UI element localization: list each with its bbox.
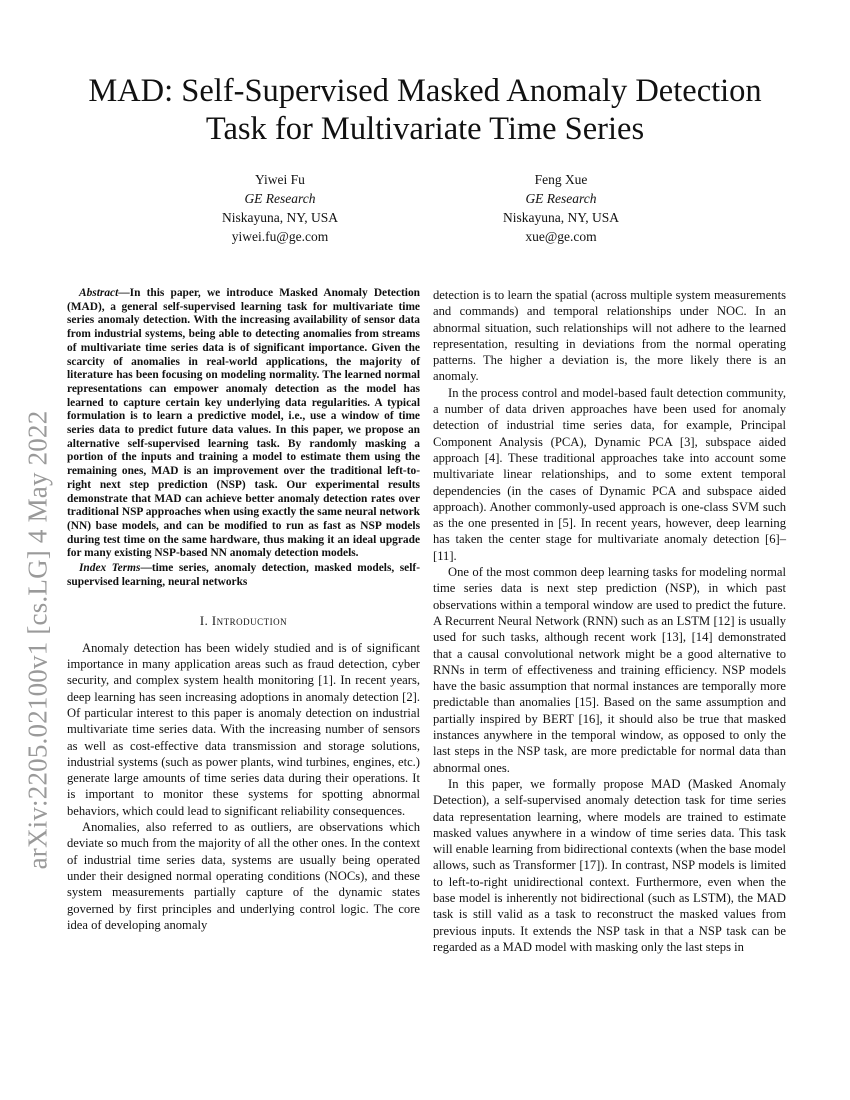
author-location: Niskayuna, NY, USA xyxy=(221,210,338,225)
author-name: Yiwei Fu xyxy=(255,172,305,187)
body-paragraph: detection is to learn the spatial (across multiple system measurements and commands) and temporal relationships under NOC. In an abnormal situation, such relationships will not adhere to the learned representation, resulting in deviations from the normal operating patterns. The higher a deviation is, the more likely there is an anomaly. xyxy=(433,288,786,384)
arxiv-identifier: arXiv:2205.02100v1 [cs.LG] 4 May 2022 xyxy=(22,410,53,870)
body-paragraph: In this paper, we formally propose MAD (Masked Anomaly Detection), a self-supervised anomaly detection task for time series data representation learning, where models are trained to estimate masked values anywhere in a window of time series data. This task will enable learning from bidirectional contexts (when the base model allows, such as Transformer [17]). In contrast, NSP models is limited to left-to-right unidirectional context. Furthermore, even when the base model is inherently not bidirectional (such as LSTM), the MAD task is still valid as a task to reconstruct the masked values from previous inputs. It extends the NSP task in that a NSP task can be regarded as a MAD model with masking only the last steps in xyxy=(433,776,786,954)
index-terms-text: —time series, anomaly detection, masked models, self-supervised learning, neural networks xyxy=(67,562,420,588)
index-terms-label: Index Terms xyxy=(79,562,141,575)
author-email: xue@ge.com xyxy=(525,229,597,244)
author-email: yiwei.fu@ge.com xyxy=(231,229,329,244)
body-paragraph: One of the most common deep learning tasks for modeling normal time series data is next step prediction (NSP), in which past observations within a temporal window are used to predict the future. A Recurrent Neural Network (RNN) such as an LSTM [12] is usually used for such tasks, although recent work [13], [14] demonstrated that a causal convolutional network might be a good alternative to RNNs in term of effectiveness and training efficiency. NSP models have the basic assumption that normal instances are temporally more predictable than anomalies [15]. Based on the same assumption and partially inspired by BERT [16], it should also be true that masked instances anywhere in the temporal window, as opposed to only the last steps in the NSP task, are more predictable for normal data than abnormal ones. xyxy=(433,565,786,775)
author-block-1 xyxy=(150,170,410,246)
section-heading: I. Introduction xyxy=(199,614,288,629)
author-affiliation: GE Research xyxy=(244,191,316,206)
author-block-2 xyxy=(431,170,691,246)
abstract-label: Abstract xyxy=(79,287,119,299)
author-name: Feng Xue xyxy=(534,172,588,187)
body-paragraph: Anomaly detection has been widely studied and is of significant importance in many application areas such as fraud detection, cyber security, and complex system health monitoring [1]. In recent years, deep learning has seen increasing adoptions in anomaly detection [2]. Of particular interest to this paper is anomaly detection on industrial multivariate time series data. With the increasing number of sensors as well as cost-effective data transmission and storage solutions, industrial systems (such as power plants, wind turbines, engines, etc.) generate large amounts of time series data during their operations. It is important to monitor these systems for spotting abnormal behaviors, which could lead to significant reliability consequences. xyxy=(67,640,420,818)
right-column xyxy=(433,287,786,955)
author-location: Niskayuna, NY, USA xyxy=(502,210,619,225)
body-paragraph: Anomalies, also referred to as outliers, are observations which deviate so much from the majority of all the other ones. In the context of industrial time series data, systems are usually being operated under their designed normal operating conditions (NOCs), and these system measurements partially capture of the dynamic states governed by first principles and underlying control logic. The core idea of developing anomaly xyxy=(67,820,420,932)
index-terms xyxy=(67,562,420,589)
left-column xyxy=(67,287,420,933)
body-paragraph: In the process control and model-based fault detection community, a number of data driven approaches have been used for anomaly detection of industrial time series data, for example, Principal Component Analysis (PCA), Dynamic PCA [3], subspace aided approach [4]. These traditional approaches take into account some multivariate linear relationships, and to some extent temporal dependencies (in the cases of Dynamic PCA and subspace aided approach). Another commonly-used approach is one-class SVM such as the one presented in [5]. In recent years, however, deep learning has taken the center stage for multivariate anomaly detection [6]–[11]. xyxy=(433,385,786,563)
abstract xyxy=(67,287,420,561)
author-affiliation: GE Research xyxy=(525,191,597,206)
paper-title: MAD: Self-Supervised Masked Anomaly Detection Task for Multivariate Time Series xyxy=(88,73,762,147)
abstract-text: —In this paper, we introduce Masked Anomaly Detection (MAD), a general self-supervised learning task for multivariate time series anomaly detection. With the increasing availability of sensor data from industrial systems, being able to detecting anomalies from streams of multivariate time series data is of significant importance. Given the scarcity of anomalies in real-world applications, the majority of literature has been focusing on modeling normality. The learned normal representations can empower anomaly detection as the model has learned to capture certain key underlying data regularities. A typical formulation is to learn a predictive model, i.e., use a window of time series data to predict future data values. In this paper, we propose an alternative self-supervised learning task. By randomly masking a portion of the inputs and training a model to estimate them using the remaining ones, MAD is an improvement over the traditional left-to-right next step prediction (NSP) task. Our experimental results demonstrate that MAD can achieve better anomaly detection rates over traditional NSP approaches when using exactly the same neural network (NN) base models, and can be modified to run as fast as NSP models during test time on the same hardware, thus making it an ideal upgrade for many existing NSP-based NN anomaly detection models. xyxy=(67,287,420,560)
